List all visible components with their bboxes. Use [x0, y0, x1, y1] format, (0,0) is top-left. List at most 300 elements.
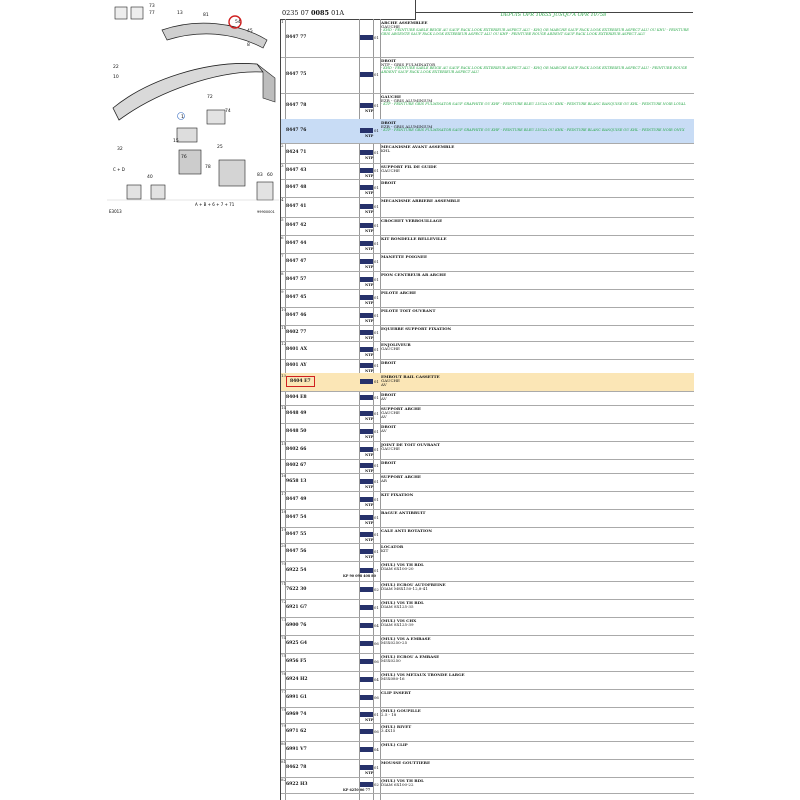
part-description	[381, 273, 693, 277]
row-index: 19	[281, 527, 287, 532]
table-row[interactable]	[281, 599, 694, 618]
table-row[interactable]	[281, 307, 694, 326]
order-button[interactable]	[360, 712, 373, 717]
table-row[interactable]	[281, 325, 694, 342]
table-row[interactable]	[281, 491, 694, 510]
table-row[interactable]	[281, 527, 694, 544]
part-reference[interactable]: 8402 67	[286, 463, 307, 468]
order-button[interactable]	[360, 479, 373, 484]
part-description	[381, 327, 693, 331]
order-button[interactable]	[360, 313, 373, 318]
table-row[interactable]	[281, 197, 694, 218]
table-row[interactable]	[281, 635, 694, 654]
part-description	[381, 493, 693, 497]
table-row[interactable]	[281, 473, 694, 492]
row-index: 12	[281, 341, 287, 346]
part-title: CLIP INSERT	[381, 690, 411, 695]
order-button[interactable]	[360, 411, 373, 416]
part-title: (MUL) VIS A EMBASE	[381, 636, 431, 641]
table-row[interactable]	[281, 19, 694, 58]
part-reference[interactable]: 8447 42	[286, 223, 307, 228]
table-row[interactable]	[281, 741, 694, 760]
order-button[interactable]	[360, 72, 373, 77]
part-variant-note: - KTP - PEINTURE GRIS FULMINATOR SAUF GRAPHITE OU KHF - PEINTURE BLEU LUCIA OU KHK - PEINTURE BLANC BANQUISE OU KHL - PEINTURE NOIR ONYX	[381, 128, 685, 133]
part-reference[interactable]: 8447 47	[286, 259, 307, 264]
part-detail: 3.4X15	[381, 728, 396, 734]
part-title: (MUL) VIS TH RDL	[381, 778, 424, 783]
part-description	[381, 309, 693, 313]
part-title: ENJOLIVEUR	[381, 342, 411, 347]
status-badge: NTP	[365, 453, 374, 457]
catalog-code: 0235 07 0085 01A	[282, 9, 345, 17]
diagram-callout[interactable]: 74	[225, 109, 231, 114]
part-reference[interactable]: 8447 77	[286, 35, 307, 40]
quantity: 01	[374, 463, 379, 468]
quantity: 06	[374, 641, 379, 646]
row-index: 10	[281, 307, 287, 312]
part-reference[interactable]: 6971 62	[286, 729, 307, 734]
diagram-callout[interactable]: 77	[149, 11, 155, 16]
part-detail: AV	[381, 382, 387, 388]
order-button[interactable]	[360, 659, 373, 664]
clip-part-1	[127, 185, 141, 199]
part-detail: GAUCHE	[381, 24, 400, 30]
part-reference[interactable]: 6900 76	[286, 623, 307, 628]
diagram-callout[interactable]: 73	[149, 4, 155, 9]
diagram-callout[interactable]: 45	[247, 29, 253, 34]
table-row[interactable]	[281, 707, 694, 724]
quantity: 01	[374, 168, 379, 173]
part-detail: GAUCHE	[381, 378, 400, 384]
status-badge: NTP	[365, 174, 374, 178]
exploded-parts-diagram[interactable]	[107, 0, 279, 215]
diagram-callout[interactable]: 10	[113, 75, 119, 80]
part-description	[381, 655, 693, 663]
row-index: 8	[281, 271, 284, 276]
table-row[interactable]	[281, 405, 694, 424]
diagram-callout[interactable]: 76	[181, 155, 187, 160]
status-badge: NTP	[365, 555, 374, 559]
order-button[interactable]	[360, 395, 373, 400]
table-row[interactable]	[281, 459, 694, 474]
part-reference[interactable]: 8447 56	[286, 549, 307, 554]
diagram-callout[interactable]: 15	[173, 139, 179, 144]
part-description	[381, 145, 693, 153]
part-description	[381, 255, 693, 259]
part-reference[interactable]: 8404 E7	[286, 376, 315, 387]
part-title: (MUL) VIS CHX	[381, 618, 417, 623]
order-button[interactable]	[360, 150, 373, 155]
part-detail: DIAM 8X125-39	[381, 622, 414, 628]
order-button[interactable]	[360, 35, 373, 40]
diagram-callout[interactable]: 60	[267, 173, 273, 178]
table-row[interactable]	[281, 581, 694, 600]
order-button[interactable]	[360, 379, 373, 384]
diagram-ref-right: 99900001	[257, 210, 275, 214]
part-title: (MUL) VIS TH RDL	[381, 600, 424, 605]
part-reference[interactable]: 8404 E8	[286, 395, 307, 400]
quantity: 04	[374, 623, 379, 628]
order-button[interactable]	[360, 549, 373, 554]
part-variant-note: - KHD - PEINTURE SABLE BEIGE AU SAUF PACK LOOK EXTERIEUR ASPECT ALU - KHQ OR MARCHE SAUF PACK LOOK EXTERIEUR ASPECT ALU - PEINTURE ROUGE ARDENT SAUF PACK LOOK EXTERIEUR ASPECT ALU	[381, 66, 688, 75]
part-title: DROIT	[381, 392, 397, 397]
row-index: 77	[281, 689, 287, 694]
part-description	[381, 511, 693, 515]
diagram-callout[interactable]: 1	[181, 115, 184, 120]
row-index: 72	[281, 599, 287, 604]
catalog-header	[280, 0, 416, 20]
order-button[interactable]	[360, 103, 373, 108]
table-row[interactable]	[281, 271, 694, 290]
part-variant-note: - KTP - PEINTURE GRIS FULMINATOR SAUF GRAPHITE OU KHF - PEINTURE BLEU LUCIA OU KHK - PEINTURE BLANC BANQUISE OU KHL - PEINTURE NOIR LOYAL	[381, 102, 686, 107]
row-index: 18	[281, 509, 287, 514]
part-title: BAGUE ANTIBRUIT	[381, 510, 426, 515]
table-row[interactable]	[281, 561, 694, 582]
order-button[interactable]	[360, 259, 373, 264]
order-button[interactable]	[360, 747, 373, 752]
part-title: SUPPORT ARCHE	[381, 406, 421, 411]
order-button[interactable]	[360, 515, 373, 520]
status-badge: NTP	[365, 538, 374, 542]
row-index: 1	[281, 19, 284, 24]
row-index: 13	[281, 373, 287, 378]
part-description	[381, 219, 693, 223]
part-title: MOUSSE GOUTTIERE	[381, 760, 431, 765]
table-row[interactable]	[281, 359, 694, 374]
table-row[interactable]	[281, 759, 694, 778]
quantity: 01	[374, 429, 379, 434]
part-description	[381, 545, 693, 553]
quantity: 01	[374, 379, 379, 384]
status-badge: NTP	[365, 134, 374, 138]
table-row[interactable]	[281, 93, 694, 120]
status-badge: NTP	[365, 521, 374, 525]
diagram-callout[interactable]: 8	[247, 43, 250, 48]
part-thumb-2	[131, 7, 143, 19]
part-description	[381, 361, 693, 365]
table-row[interactable]	[281, 143, 694, 164]
part-reference[interactable]: 8447 49	[286, 497, 307, 502]
table-row[interactable]	[281, 671, 694, 690]
part-description	[381, 199, 693, 203]
order-button[interactable]	[360, 204, 373, 209]
clip-part-2	[151, 185, 165, 199]
table-row[interactable]	[281, 235, 694, 254]
part-description	[381, 691, 693, 695]
table-row[interactable]	[281, 509, 694, 528]
diagram-callout[interactable]: 32	[117, 147, 123, 152]
part-reference[interactable]: 8448 50	[286, 429, 307, 434]
part-variant-note: - KHD - PEINTURE SABLE BEIGE AU SAUF PACK LOOK EXTERIEUR ASPECT ALU - KHQ OR MARCHE SAUF PACK LOOK EXTERIEUR ASPECT ALU OU KHU - PEINTURE GRIS ARGENTE SAUF PACK LOOK EXTERIEUR ASPECT ALU OU KHP - PEINTURE ROUGE ARDENT SAUF PACK LOOK EXTERIEUR ASPECT ALU	[381, 28, 689, 37]
part-reference[interactable]: 8447 45	[286, 295, 307, 300]
table-row[interactable]	[281, 373, 694, 392]
order-button[interactable]	[360, 429, 373, 434]
part-reference[interactable]: 6991 G1	[286, 695, 308, 700]
order-button[interactable]	[360, 463, 373, 468]
part-reference[interactable]: 8447 43	[286, 168, 307, 173]
diagram-callout[interactable]: 54	[235, 20, 241, 25]
part-description	[381, 121, 693, 133]
part-title: (MUL) RIVET	[381, 724, 412, 729]
row-index: 6	[281, 235, 284, 240]
part-title: PILOTE TOIT OUVRANT	[381, 308, 436, 313]
quantity: 01	[374, 223, 379, 228]
part-title: CROCHET VERROUILLAGE	[381, 218, 443, 223]
table-row[interactable]	[281, 653, 694, 672]
table-row[interactable]	[281, 253, 694, 272]
order-button[interactable]	[360, 532, 373, 537]
quantity: 02	[374, 782, 379, 787]
quantity: 01	[374, 479, 379, 484]
quantity: 01	[374, 35, 379, 40]
part-reference[interactable]: 8447 75	[286, 72, 307, 77]
part-description	[381, 779, 693, 787]
order-button[interactable]	[360, 641, 373, 646]
part-detail: DIAM M8X150-12,8-41	[381, 586, 428, 592]
part-detail: DIAM 8X125-35	[381, 604, 414, 610]
part-reference[interactable]: 6922 54	[286, 568, 307, 573]
diagram-callout[interactable]: 40	[147, 175, 153, 180]
alt-reference: KP 90 098 408 80	[343, 574, 376, 578]
part-reference[interactable]: 8401 AY	[286, 363, 307, 368]
part-description	[381, 425, 693, 433]
table-row[interactable]	[281, 723, 694, 742]
part-detail: EZR - GRIS ALUMINIUM	[381, 98, 433, 104]
support-part	[219, 160, 245, 186]
quantity: 01	[374, 347, 379, 352]
quantity: 01	[374, 185, 379, 190]
status-badge: NTP	[365, 191, 374, 195]
order-button[interactable]	[360, 447, 373, 452]
quantity: 01	[374, 605, 379, 610]
status-badge: NTP	[365, 210, 374, 214]
part-detail: EZR - GRIS ALUMINIUM	[381, 124, 433, 130]
order-button[interactable]	[360, 347, 373, 352]
table-row[interactable]	[281, 341, 694, 360]
part-thumb-1	[115, 7, 127, 19]
order-button[interactable]	[360, 241, 373, 246]
quantity: 04	[374, 747, 379, 752]
part-reference[interactable]: 6922 H3	[286, 782, 308, 787]
order-button[interactable]	[360, 223, 373, 228]
quantity: 06	[374, 695, 379, 700]
diagram-ref-left: E3013	[109, 209, 122, 214]
diagram-callout[interactable]: 13	[177, 11, 183, 16]
diagram-callout[interactable]: 22	[113, 65, 119, 70]
status-badge: NTP	[365, 353, 374, 357]
order-button[interactable]	[360, 497, 373, 502]
table-row[interactable]	[281, 543, 694, 562]
part-title: DROIT	[381, 120, 397, 125]
quantity: 01	[374, 765, 379, 770]
part-detail: NTP - GRIS FULMINATOR	[381, 62, 436, 68]
part-reference[interactable]: 8447 57	[286, 277, 307, 282]
part-reference[interactable]: 6991 V7	[286, 747, 307, 752]
status-badge: NTP	[365, 771, 374, 775]
part-reference[interactable]: 6924 H2	[286, 677, 308, 682]
part-reference[interactable]: 8401 AX	[286, 347, 308, 352]
quantity: 01	[374, 295, 379, 300]
part-title: DROIT	[381, 424, 397, 429]
quantity: 02	[374, 587, 379, 592]
quantity: 01	[374, 497, 379, 502]
quantity: 01	[374, 395, 379, 400]
part-title: (MUL) VIS METAUX TRONDE LARGE	[381, 672, 465, 677]
order-button[interactable]	[360, 587, 373, 592]
order-button[interactable]	[360, 677, 373, 682]
part-detail: AV	[381, 396, 387, 402]
part-description	[381, 21, 693, 37]
order-button[interactable]	[360, 782, 373, 787]
row-index: 9	[281, 289, 284, 294]
order-button[interactable]	[360, 295, 373, 300]
part-title: (MUL) ECROU AUTOFREINE	[381, 582, 446, 587]
part-title: SUPPORT ARCHE	[381, 474, 421, 479]
quantity: 06	[374, 659, 379, 664]
status-badge: NTP	[365, 109, 374, 113]
row-index: 81	[281, 759, 287, 764]
quantity: 01	[374, 330, 379, 335]
order-button[interactable]	[360, 363, 373, 368]
status-badge: NTP	[365, 417, 374, 421]
quantity: 01	[374, 447, 379, 452]
part-title: KIT FIXATION	[381, 492, 414, 497]
table-row[interactable]	[281, 777, 694, 794]
quantity: 01	[374, 568, 379, 573]
diagram-code-ab: A + B + 6 + 7 + 71	[195, 202, 235, 207]
row-index: 70	[281, 561, 287, 566]
part-reference[interactable]: 6969 74	[286, 712, 307, 717]
table-row[interactable]	[281, 423, 694, 442]
quantity: 01	[374, 277, 379, 282]
part-description	[381, 529, 693, 533]
part-title: DROIT	[381, 460, 397, 465]
status-badge: NTP	[365, 156, 374, 160]
part-reference[interactable]: 8402 66	[286, 447, 307, 452]
part-reference[interactable]: 6921 G7	[286, 605, 308, 610]
part-reference[interactable]: 6925 G4	[286, 641, 308, 646]
quantity: 01	[374, 532, 379, 537]
order-button[interactable]	[360, 765, 373, 770]
order-button[interactable]	[360, 605, 373, 610]
status-badge: NTP	[365, 369, 374, 373]
row-index: 78	[281, 707, 287, 712]
table-row[interactable]	[281, 57, 694, 94]
part-title: (MUL) ECROU A EMBASE	[381, 654, 440, 659]
part-title: CALE ANTI ROTATION	[381, 528, 432, 533]
diagram-callout[interactable]: 81	[203, 13, 209, 18]
part-reference[interactable]: 8402 77	[286, 330, 307, 335]
part-description	[381, 393, 693, 401]
order-button[interactable]	[360, 568, 373, 573]
part-reference[interactable]: 8447 54	[286, 515, 307, 520]
table-row[interactable]	[281, 617, 694, 636]
part-description	[381, 563, 693, 571]
part-reference[interactable]: 8447 76	[286, 128, 307, 133]
part-title: SUPPORT FIL DE GUIDE	[381, 164, 437, 169]
part-title: PION CENTREUR AR ARCHE	[381, 272, 447, 277]
row-index: 5	[281, 217, 284, 222]
table-row[interactable]	[281, 441, 694, 460]
table-row[interactable]	[281, 391, 694, 406]
quantity: 01	[374, 363, 379, 368]
row-index: 17	[281, 491, 287, 496]
validity-note: DEPUIS OPR 10655 JUSQU'A OPR 10758	[500, 12, 607, 18]
part-reference[interactable]: 8447 55	[286, 532, 307, 537]
order-button[interactable]	[360, 185, 373, 190]
order-button[interactable]	[360, 128, 373, 133]
order-button[interactable]	[360, 330, 373, 335]
diagram-callout[interactable]: 25	[217, 145, 223, 150]
part-reference[interactable]: 8447 44	[286, 241, 307, 246]
part-reference[interactable]: 8462 78	[286, 765, 307, 770]
status-badge: NTP	[365, 319, 374, 323]
part-detail: AR	[381, 478, 387, 484]
status-badge: NTP	[365, 469, 374, 473]
table-row[interactable]	[281, 689, 694, 708]
row-index: 75	[281, 653, 287, 658]
part-detail: AV	[381, 428, 387, 434]
order-button[interactable]	[360, 695, 373, 700]
row-index: 7	[281, 253, 284, 258]
table-row[interactable]	[281, 119, 694, 144]
part-title: DROIT	[381, 180, 397, 185]
order-button[interactable]	[360, 277, 373, 282]
quantity: 06	[374, 729, 379, 734]
row-index: 4	[281, 197, 284, 202]
quantity: 01	[374, 241, 379, 246]
part-reference[interactable]: 8447 46	[286, 313, 307, 318]
part-reference[interactable]: 8424 71	[286, 150, 307, 155]
diagram-callout[interactable]: 78	[205, 165, 211, 170]
part-reference[interactable]: 8447 48	[286, 185, 307, 190]
part-description	[381, 583, 693, 591]
diagram-callout[interactable]: 72	[207, 95, 213, 100]
status-badge: NTP	[365, 435, 374, 439]
diagram-callout[interactable]: 83	[257, 173, 263, 178]
row-index: 71	[281, 581, 287, 586]
status-badge: NTP	[365, 336, 374, 340]
part-title: LOCATOR	[381, 544, 404, 549]
quantity: 01	[374, 128, 379, 133]
part-reference[interactable]: 8447 78	[286, 103, 307, 108]
part-description	[381, 443, 693, 451]
part-title: EMBOUT RAIL CASSETTE	[381, 374, 440, 379]
table-row[interactable]	[281, 179, 694, 198]
part-reference[interactable]: 7622 30	[286, 587, 307, 592]
part-reference[interactable]: 9658 13	[286, 479, 307, 484]
part-reference[interactable]: 6956 F5	[286, 659, 307, 664]
table-row[interactable]	[281, 163, 694, 180]
part-description	[381, 291, 693, 295]
part-title: JOINT DE TOIT OUVRANT	[381, 442, 441, 447]
part-description	[381, 343, 693, 351]
quantity: 01	[374, 150, 379, 155]
table-row[interactable]	[281, 217, 694, 236]
order-button[interactable]	[360, 168, 373, 173]
part-reference[interactable]: 8447 41	[286, 204, 307, 209]
quantity: 01	[374, 313, 379, 318]
row-index: 11	[281, 325, 287, 330]
part-title: MECANISME AVANT ASSEMBLE	[381, 144, 455, 149]
part-reference[interactable]: 8448 49	[286, 411, 307, 416]
clip-part-3	[257, 182, 273, 200]
order-button[interactable]	[360, 623, 373, 628]
quantity: 01	[374, 515, 379, 520]
part-description	[381, 95, 693, 107]
order-button[interactable]	[360, 729, 373, 734]
table-row[interactable]	[281, 289, 694, 308]
